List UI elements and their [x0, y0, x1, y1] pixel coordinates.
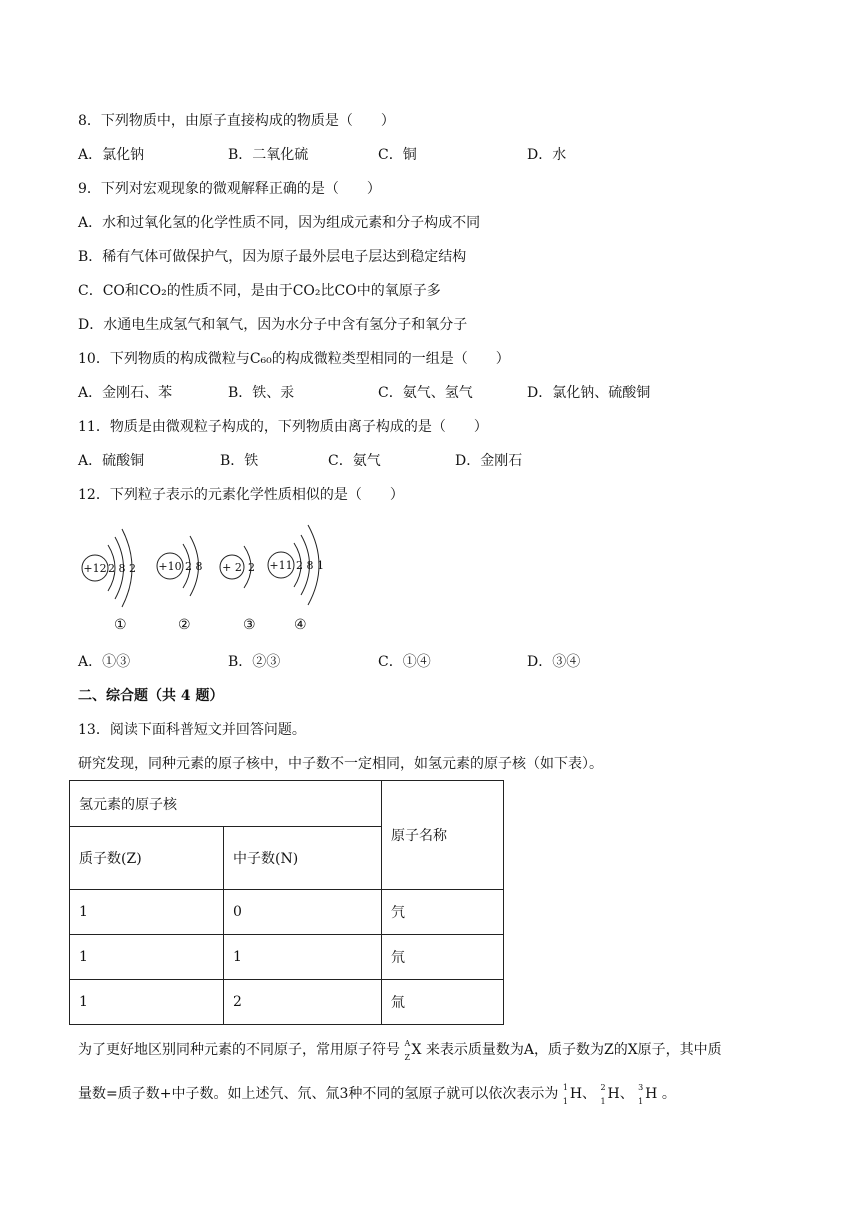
table-row — [70, 890, 504, 935]
q12-option-a: A．①③ — [78, 654, 131, 670]
q13-paragraph-2: 量数=质子数+中子数。如上述氕、氘、氚3种不同的氢原子就可以依次表示为 1 1 H、 2 1 H、 3 1 H 。 — [78, 1084, 676, 1104]
table-cell-neutrons: 2 — [224, 980, 382, 1025]
table-cell-protons: 1 — [70, 980, 224, 1025]
element-symbol: H — [645, 1086, 658, 1102]
table-cell-neutrons: 0 — [224, 890, 382, 935]
q8-option-b: B．二氧化硫 — [228, 147, 309, 163]
q8-option-d: D．水 — [527, 147, 567, 163]
atom2-shells: 2 8 — [185, 560, 203, 573]
atom3-nucleus-charge: + 2 — [222, 561, 242, 574]
atom3-label: ③ — [243, 617, 256, 633]
q8-option-c: C．铜 — [378, 147, 417, 163]
q13-stem: 13．阅读下面科普短文并回答问题。 — [78, 722, 306, 738]
q11-option-a: A．硫酸铜 — [78, 453, 145, 469]
q10-option-c: C．氨气、氢气 — [378, 385, 473, 401]
atom1-nucleus-charge: +12 — [83, 562, 107, 575]
atom1-label: ① — [114, 617, 127, 633]
element-symbol: X — [411, 1042, 422, 1058]
element-symbol: H — [569, 1086, 583, 1102]
mass-number: A — [404, 1039, 411, 1048]
atomic-number: 1 — [600, 1097, 606, 1106]
para1-text-a: 为了更好地区别同种元素的不同原子，常用原子符号 — [78, 1042, 400, 1058]
q12-option-d: D．③④ — [527, 654, 581, 670]
table-row — [70, 980, 504, 1025]
q8-stem: 8．下列物质中，由原子直接构成的物质是（ ） — [78, 113, 395, 129]
q8-option-a: A．氯化钠 — [78, 147, 145, 163]
atom4-label: ④ — [294, 617, 307, 633]
q10-option-d: D．氯化钠、硫酸铜 — [527, 385, 651, 401]
atomic-number: 1 — [638, 1097, 644, 1106]
atomic-symbol-general — [404, 1040, 421, 1060]
q13-intro: 研究发现，同种元素的原子核中，中子数不一定相同，如氢元素的原子核（如下表）。 — [78, 756, 603, 772]
q9-option-a: A．水和过氧化氢的化学性质不同，因为组成元素和分子构成不同 — [78, 215, 481, 231]
q12-stem: 12．下列粒子表示的元素化学性质相似的是（ ） — [78, 487, 404, 503]
para1-text-b: 来表示质量数为A，质子数为Z的X原子，其中质 — [425, 1042, 722, 1058]
section-heading: 二、综合题（共 4 题） — [78, 688, 224, 704]
para2-text-b: 。 — [661, 1086, 676, 1102]
mass-number: 1 — [562, 1083, 568, 1092]
q10-option-b: B．铁、汞 — [228, 385, 295, 401]
isotope-deuterium — [601, 1084, 620, 1104]
table-cell-name: 氕 — [382, 890, 504, 935]
table-cell-neutrons: 1 — [224, 935, 382, 980]
mass-number: 3 — [638, 1083, 644, 1092]
isotope-protium — [563, 1084, 582, 1104]
q9-option-d: D．水通电生成氢气和氧气，因为水分子中含有氢分子和氧分子 — [78, 317, 468, 333]
q11-option-d: D．金刚石 — [455, 453, 523, 469]
hydrogen-nuclei-table — [69, 780, 504, 1025]
atomic-number: 1 — [562, 1097, 568, 1106]
atom4-shells: 2 8 1 — [296, 559, 324, 572]
atom2-nucleus-charge: +10 — [158, 560, 182, 573]
atom2-label: ② — [178, 617, 191, 633]
isotope-tritium — [638, 1084, 657, 1104]
table-group-header: 氢元素的原子核 — [70, 781, 382, 827]
q9-option-b: B．稀有气体可做保护气，因为原子最外层电子层达到稳定结构 — [78, 249, 467, 265]
q9-option-c: C．CO和CO₂的性质不同，是由于CO₂比CO中的氧原子多 — [78, 283, 441, 299]
table-col-neutrons-header: 中子数(N) — [224, 827, 382, 890]
q10-stem: 10．下列物质的构成微粒与C₆₀的构成微粒类型相同的一组是（ ） — [78, 351, 510, 367]
table-cell-name: 氘 — [382, 935, 504, 980]
q10-option-a: A．金刚石、苯 — [78, 385, 173, 401]
table-col-name-header: 原子名称 — [382, 781, 504, 890]
q12-option-c: C．①④ — [378, 654, 431, 670]
atomic-number: Z — [404, 1053, 411, 1062]
atom1-shells: 2 8 2 — [108, 562, 136, 575]
table-cell-name: 氚 — [382, 980, 504, 1025]
atom4-nucleus-charge: +11 — [269, 559, 293, 572]
table-cell-protons: 1 — [70, 935, 224, 980]
element-symbol: H — [607, 1086, 620, 1102]
para2-text-a: 量数=质子数+中子数。如上述氕、氘、氚3种不同的氢原子就可以依次表示为 — [78, 1086, 559, 1102]
q13-paragraph-1 — [78, 1040, 722, 1060]
table-row — [70, 935, 504, 980]
table-cell-protons: 1 — [70, 890, 224, 935]
q11-stem: 11．物质是由微观粒子构成的，下列物质由离子构成的是（ ） — [78, 419, 488, 435]
atom-structure-diagrams — [78, 520, 348, 615]
table-col-protons-header: 质子数(Z) — [70, 827, 224, 890]
q11-option-c: C．氨气 — [328, 453, 381, 469]
q9-stem: 9．下列对宏观现象的微观解释正确的是（ ） — [78, 181, 381, 197]
q12-option-b: B．②③ — [228, 654, 281, 670]
q11-option-b: B．铁 — [220, 453, 259, 469]
mass-number: 2 — [600, 1083, 606, 1092]
atom3-shells: 2 — [248, 561, 255, 574]
